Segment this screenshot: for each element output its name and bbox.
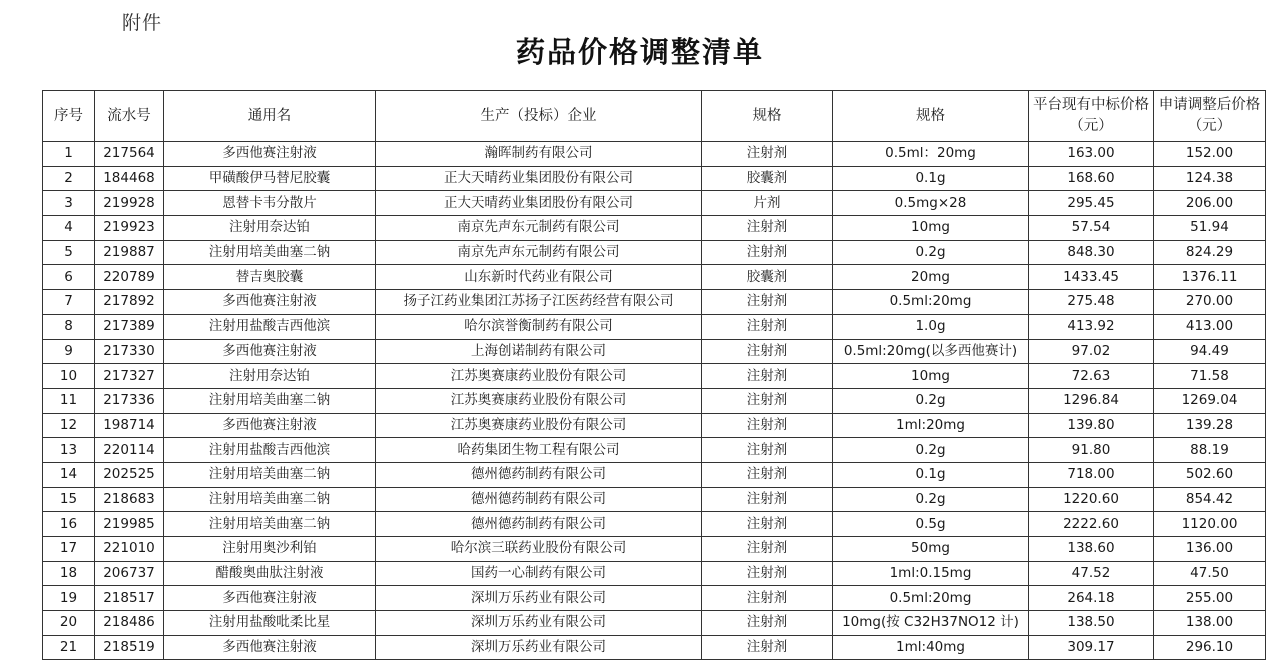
cell-index: 12 [43, 413, 95, 438]
cell-current-price: 47.52 [1029, 561, 1154, 586]
cell-specification: 20mg [833, 265, 1029, 290]
cell-current-price: 848.30 [1029, 240, 1154, 265]
cell-index: 9 [43, 339, 95, 364]
cell-dosage-form: 胶囊剂 [702, 166, 833, 191]
table-row [43, 216, 1266, 241]
cell-current-price: 138.50 [1029, 611, 1154, 636]
cell-manufacturer: 正大天晴药业集团股份有限公司 [376, 191, 702, 216]
cell-dosage-form: 注射剂 [702, 487, 833, 512]
table-row [43, 388, 1266, 413]
cell-index: 1 [43, 142, 95, 167]
table-row [43, 586, 1266, 611]
cell-index: 21 [43, 635, 95, 660]
cell-dosage-form: 胶囊剂 [702, 265, 833, 290]
cell-serial: 218519 [95, 635, 164, 660]
cell-index: 2 [43, 166, 95, 191]
cell-serial: 221010 [95, 537, 164, 562]
cell-specification: 0.2g [833, 487, 1029, 512]
cell-index: 14 [43, 462, 95, 487]
cell-adjusted-price: 502.60 [1154, 462, 1266, 487]
cell-index: 3 [43, 191, 95, 216]
table-row [43, 265, 1266, 290]
cell-dosage-form: 片剂 [702, 191, 833, 216]
table-row [43, 314, 1266, 339]
column-header-adjusted-price: 申请调整后价格（元） [1154, 91, 1266, 142]
cell-dosage-form: 注射剂 [702, 561, 833, 586]
cell-generic-name: 注射用盐酸吡柔比星 [164, 611, 376, 636]
table-row [43, 166, 1266, 191]
cell-specification: 0.5ml:20mg(以多西他赛计) [833, 339, 1029, 364]
cell-adjusted-price: 94.49 [1154, 339, 1266, 364]
cell-manufacturer: 山东新时代药业有限公司 [376, 265, 702, 290]
cell-serial: 219985 [95, 512, 164, 537]
cell-serial: 217892 [95, 290, 164, 315]
cell-generic-name: 多西他赛注射液 [164, 413, 376, 438]
cell-serial: 217389 [95, 314, 164, 339]
cell-dosage-form: 注射剂 [702, 142, 833, 167]
cell-specification: 10mg [833, 364, 1029, 389]
cell-manufacturer: 江苏奥赛康药业股份有限公司 [376, 364, 702, 389]
column-header-dosage-form: 规格 [702, 91, 833, 142]
table-header-row [43, 91, 1266, 142]
cell-manufacturer: 江苏奥赛康药业股份有限公司 [376, 388, 702, 413]
cell-index: 6 [43, 265, 95, 290]
cell-current-price: 139.80 [1029, 413, 1154, 438]
cell-current-price: 718.00 [1029, 462, 1154, 487]
cell-specification: 1.0g [833, 314, 1029, 339]
cell-manufacturer: 深圳万乐药业有限公司 [376, 635, 702, 660]
cell-generic-name: 甲磺酸伊马替尼胶囊 [164, 166, 376, 191]
cell-adjusted-price: 413.00 [1154, 314, 1266, 339]
cell-manufacturer: 哈尔滨三联药业股份有限公司 [376, 537, 702, 562]
cell-current-price: 91.80 [1029, 438, 1154, 463]
cell-specification: 0.5ml:20mg [833, 586, 1029, 611]
cell-adjusted-price: 51.94 [1154, 216, 1266, 241]
cell-manufacturer: 德州德药制药有限公司 [376, 462, 702, 487]
column-header-specification: 规格 [833, 91, 1029, 142]
cell-generic-name: 恩替卡韦分散片 [164, 191, 376, 216]
table-row [43, 611, 1266, 636]
cell-adjusted-price: 139.28 [1154, 413, 1266, 438]
cell-serial: 219887 [95, 240, 164, 265]
cell-current-price: 309.17 [1029, 635, 1154, 660]
cell-adjusted-price: 1376.11 [1154, 265, 1266, 290]
cell-dosage-form: 注射剂 [702, 586, 833, 611]
cell-serial: 202525 [95, 462, 164, 487]
cell-dosage-form: 注射剂 [702, 290, 833, 315]
cell-current-price: 413.92 [1029, 314, 1154, 339]
cell-manufacturer: 哈尔滨誉衡制药有限公司 [376, 314, 702, 339]
cell-adjusted-price: 1269.04 [1154, 388, 1266, 413]
cell-adjusted-price: 206.00 [1154, 191, 1266, 216]
cell-dosage-form: 注射剂 [702, 462, 833, 487]
table-row [43, 413, 1266, 438]
cell-generic-name: 注射用奥沙利铂 [164, 537, 376, 562]
cell-specification: 50mg [833, 537, 1029, 562]
cell-index: 15 [43, 487, 95, 512]
cell-current-price: 2222.60 [1029, 512, 1154, 537]
table-row [43, 487, 1266, 512]
cell-specification: 1ml:20mg [833, 413, 1029, 438]
cell-current-price: 1433.45 [1029, 265, 1154, 290]
cell-adjusted-price: 854.42 [1154, 487, 1266, 512]
cell-manufacturer: 瀚晖制药有限公司 [376, 142, 702, 167]
column-header-current-price: 平台现有中标价格（元） [1029, 91, 1154, 142]
cell-dosage-form: 注射剂 [702, 635, 833, 660]
cell-adjusted-price: 824.29 [1154, 240, 1266, 265]
cell-specification: 10mg(按 C32H37NO12 计) [833, 611, 1029, 636]
cell-dosage-form: 注射剂 [702, 388, 833, 413]
cell-dosage-form: 注射剂 [702, 512, 833, 537]
table-row [43, 462, 1266, 487]
cell-adjusted-price: 124.38 [1154, 166, 1266, 191]
cell-specification: 1ml:40mg [833, 635, 1029, 660]
cell-specification: 0.5g [833, 512, 1029, 537]
cell-serial: 218683 [95, 487, 164, 512]
cell-current-price: 1296.84 [1029, 388, 1154, 413]
cell-index: 13 [43, 438, 95, 463]
cell-current-price: 97.02 [1029, 339, 1154, 364]
cell-serial: 220114 [95, 438, 164, 463]
table-row [43, 191, 1266, 216]
cell-manufacturer: 正大天晴药业集团股份有限公司 [376, 166, 702, 191]
cell-adjusted-price: 138.00 [1154, 611, 1266, 636]
cell-dosage-form: 注射剂 [702, 314, 833, 339]
table-row [43, 364, 1266, 389]
cell-adjusted-price: 270.00 [1154, 290, 1266, 315]
table-row [43, 339, 1266, 364]
cell-current-price: 163.00 [1029, 142, 1154, 167]
cell-dosage-form: 注射剂 [702, 364, 833, 389]
cell-current-price: 72.63 [1029, 364, 1154, 389]
cell-generic-name: 注射用培美曲塞二钠 [164, 512, 376, 537]
cell-serial: 198714 [95, 413, 164, 438]
cell-manufacturer: 南京先声东元制药有限公司 [376, 240, 702, 265]
cell-index: 16 [43, 512, 95, 537]
cell-serial: 206737 [95, 561, 164, 586]
cell-current-price: 264.18 [1029, 586, 1154, 611]
cell-generic-name: 注射用培美曲塞二钠 [164, 462, 376, 487]
cell-generic-name: 醋酸奥曲肽注射液 [164, 561, 376, 586]
cell-specification: 0.1g [833, 462, 1029, 487]
cell-generic-name: 多西他赛注射液 [164, 586, 376, 611]
cell-generic-name: 替吉奥胶囊 [164, 265, 376, 290]
cell-dosage-form: 注射剂 [702, 413, 833, 438]
cell-adjusted-price: 1120.00 [1154, 512, 1266, 537]
cell-specification: 0.2g [833, 438, 1029, 463]
cell-generic-name: 多西他赛注射液 [164, 290, 376, 315]
cell-manufacturer: 南京先声东元制药有限公司 [376, 216, 702, 241]
cell-serial: 219928 [95, 191, 164, 216]
cell-dosage-form: 注射剂 [702, 339, 833, 364]
cell-current-price: 57.54 [1029, 216, 1154, 241]
table-row [43, 240, 1266, 265]
column-header-generic-name: 通用名 [164, 91, 376, 142]
cell-manufacturer: 深圳万乐药业有限公司 [376, 611, 702, 636]
table-body [43, 142, 1266, 660]
cell-manufacturer: 德州德药制药有限公司 [376, 487, 702, 512]
cell-manufacturer: 江苏奥赛康药业股份有限公司 [376, 413, 702, 438]
cell-generic-name: 多西他赛注射液 [164, 339, 376, 364]
table-row [43, 635, 1266, 660]
cell-index: 11 [43, 388, 95, 413]
cell-serial: 219923 [95, 216, 164, 241]
cell-current-price: 138.60 [1029, 537, 1154, 562]
cell-adjusted-price: 152.00 [1154, 142, 1266, 167]
cell-specification: 0.1g [833, 166, 1029, 191]
cell-generic-name: 注射用盐酸吉西他滨 [164, 438, 376, 463]
cell-manufacturer: 扬子江药业集团江苏扬子江医药经营有限公司 [376, 290, 702, 315]
column-header-index: 序号 [43, 91, 95, 142]
table-row [43, 537, 1266, 562]
cell-adjusted-price: 71.58 [1154, 364, 1266, 389]
cell-index: 7 [43, 290, 95, 315]
cell-dosage-form: 注射剂 [702, 438, 833, 463]
cell-current-price: 275.48 [1029, 290, 1154, 315]
cell-adjusted-price: 136.00 [1154, 537, 1266, 562]
cell-dosage-form: 注射剂 [702, 240, 833, 265]
cell-manufacturer: 德州德药制药有限公司 [376, 512, 702, 537]
cell-index: 8 [43, 314, 95, 339]
cell-specification: 0.5mg×28 [833, 191, 1029, 216]
document-title: 药品价格调整清单 [515, 35, 764, 69]
cell-generic-name: 注射用培美曲塞二钠 [164, 240, 376, 265]
cell-dosage-form: 注射剂 [702, 537, 833, 562]
cell-index: 10 [43, 364, 95, 389]
cell-index: 18 [43, 561, 95, 586]
table-row [43, 142, 1266, 167]
table-row [43, 438, 1266, 463]
cell-generic-name: 多西他赛注射液 [164, 142, 376, 167]
cell-specification: 0.2g [833, 388, 1029, 413]
cell-dosage-form: 注射剂 [702, 611, 833, 636]
cell-serial: 217564 [95, 142, 164, 167]
cell-generic-name: 注射用奈达铂 [164, 364, 376, 389]
attachment-label: 附件 [122, 12, 163, 34]
cell-index: 20 [43, 611, 95, 636]
cell-dosage-form: 注射剂 [702, 216, 833, 241]
cell-serial: 217330 [95, 339, 164, 364]
cell-generic-name: 注射用奈达铂 [164, 216, 376, 241]
cell-serial: 184468 [95, 166, 164, 191]
cell-adjusted-price: 296.10 [1154, 635, 1266, 660]
cell-adjusted-price: 88.19 [1154, 438, 1266, 463]
cell-index: 19 [43, 586, 95, 611]
cell-manufacturer: 国药一心制药有限公司 [376, 561, 702, 586]
table-row [43, 561, 1266, 586]
cell-current-price: 168.60 [1029, 166, 1154, 191]
cell-specification: 10mg [833, 216, 1029, 241]
column-header-serial: 流水号 [95, 91, 164, 142]
cell-serial: 217327 [95, 364, 164, 389]
cell-specification: 1ml:0.15mg [833, 561, 1029, 586]
cell-serial: 218486 [95, 611, 164, 636]
cell-specification: 0.5ml:20mg [833, 290, 1029, 315]
cell-generic-name: 注射用培美曲塞二钠 [164, 388, 376, 413]
cell-index: 17 [43, 537, 95, 562]
cell-index: 4 [43, 216, 95, 241]
cell-specification: 0.5ml：20mg [833, 142, 1029, 167]
cell-current-price: 295.45 [1029, 191, 1154, 216]
cell-index: 5 [43, 240, 95, 265]
cell-manufacturer: 上海创诺制药有限公司 [376, 339, 702, 364]
cell-adjusted-price: 47.50 [1154, 561, 1266, 586]
cell-specification: 0.2g [833, 240, 1029, 265]
cell-serial: 217336 [95, 388, 164, 413]
drug-price-table [42, 90, 1266, 660]
table-row [43, 290, 1266, 315]
column-header-manufacturer: 生产（投标）企业 [376, 91, 702, 142]
cell-generic-name: 多西他赛注射液 [164, 635, 376, 660]
cell-serial: 218517 [95, 586, 164, 611]
cell-manufacturer: 深圳万乐药业有限公司 [376, 586, 702, 611]
table-row [43, 512, 1266, 537]
cell-manufacturer: 哈药集团生物工程有限公司 [376, 438, 702, 463]
cell-generic-name: 注射用培美曲塞二钠 [164, 487, 376, 512]
cell-serial: 220789 [95, 265, 164, 290]
cell-current-price: 1220.60 [1029, 487, 1154, 512]
cell-adjusted-price: 255.00 [1154, 586, 1266, 611]
cell-generic-name: 注射用盐酸吉西他滨 [164, 314, 376, 339]
